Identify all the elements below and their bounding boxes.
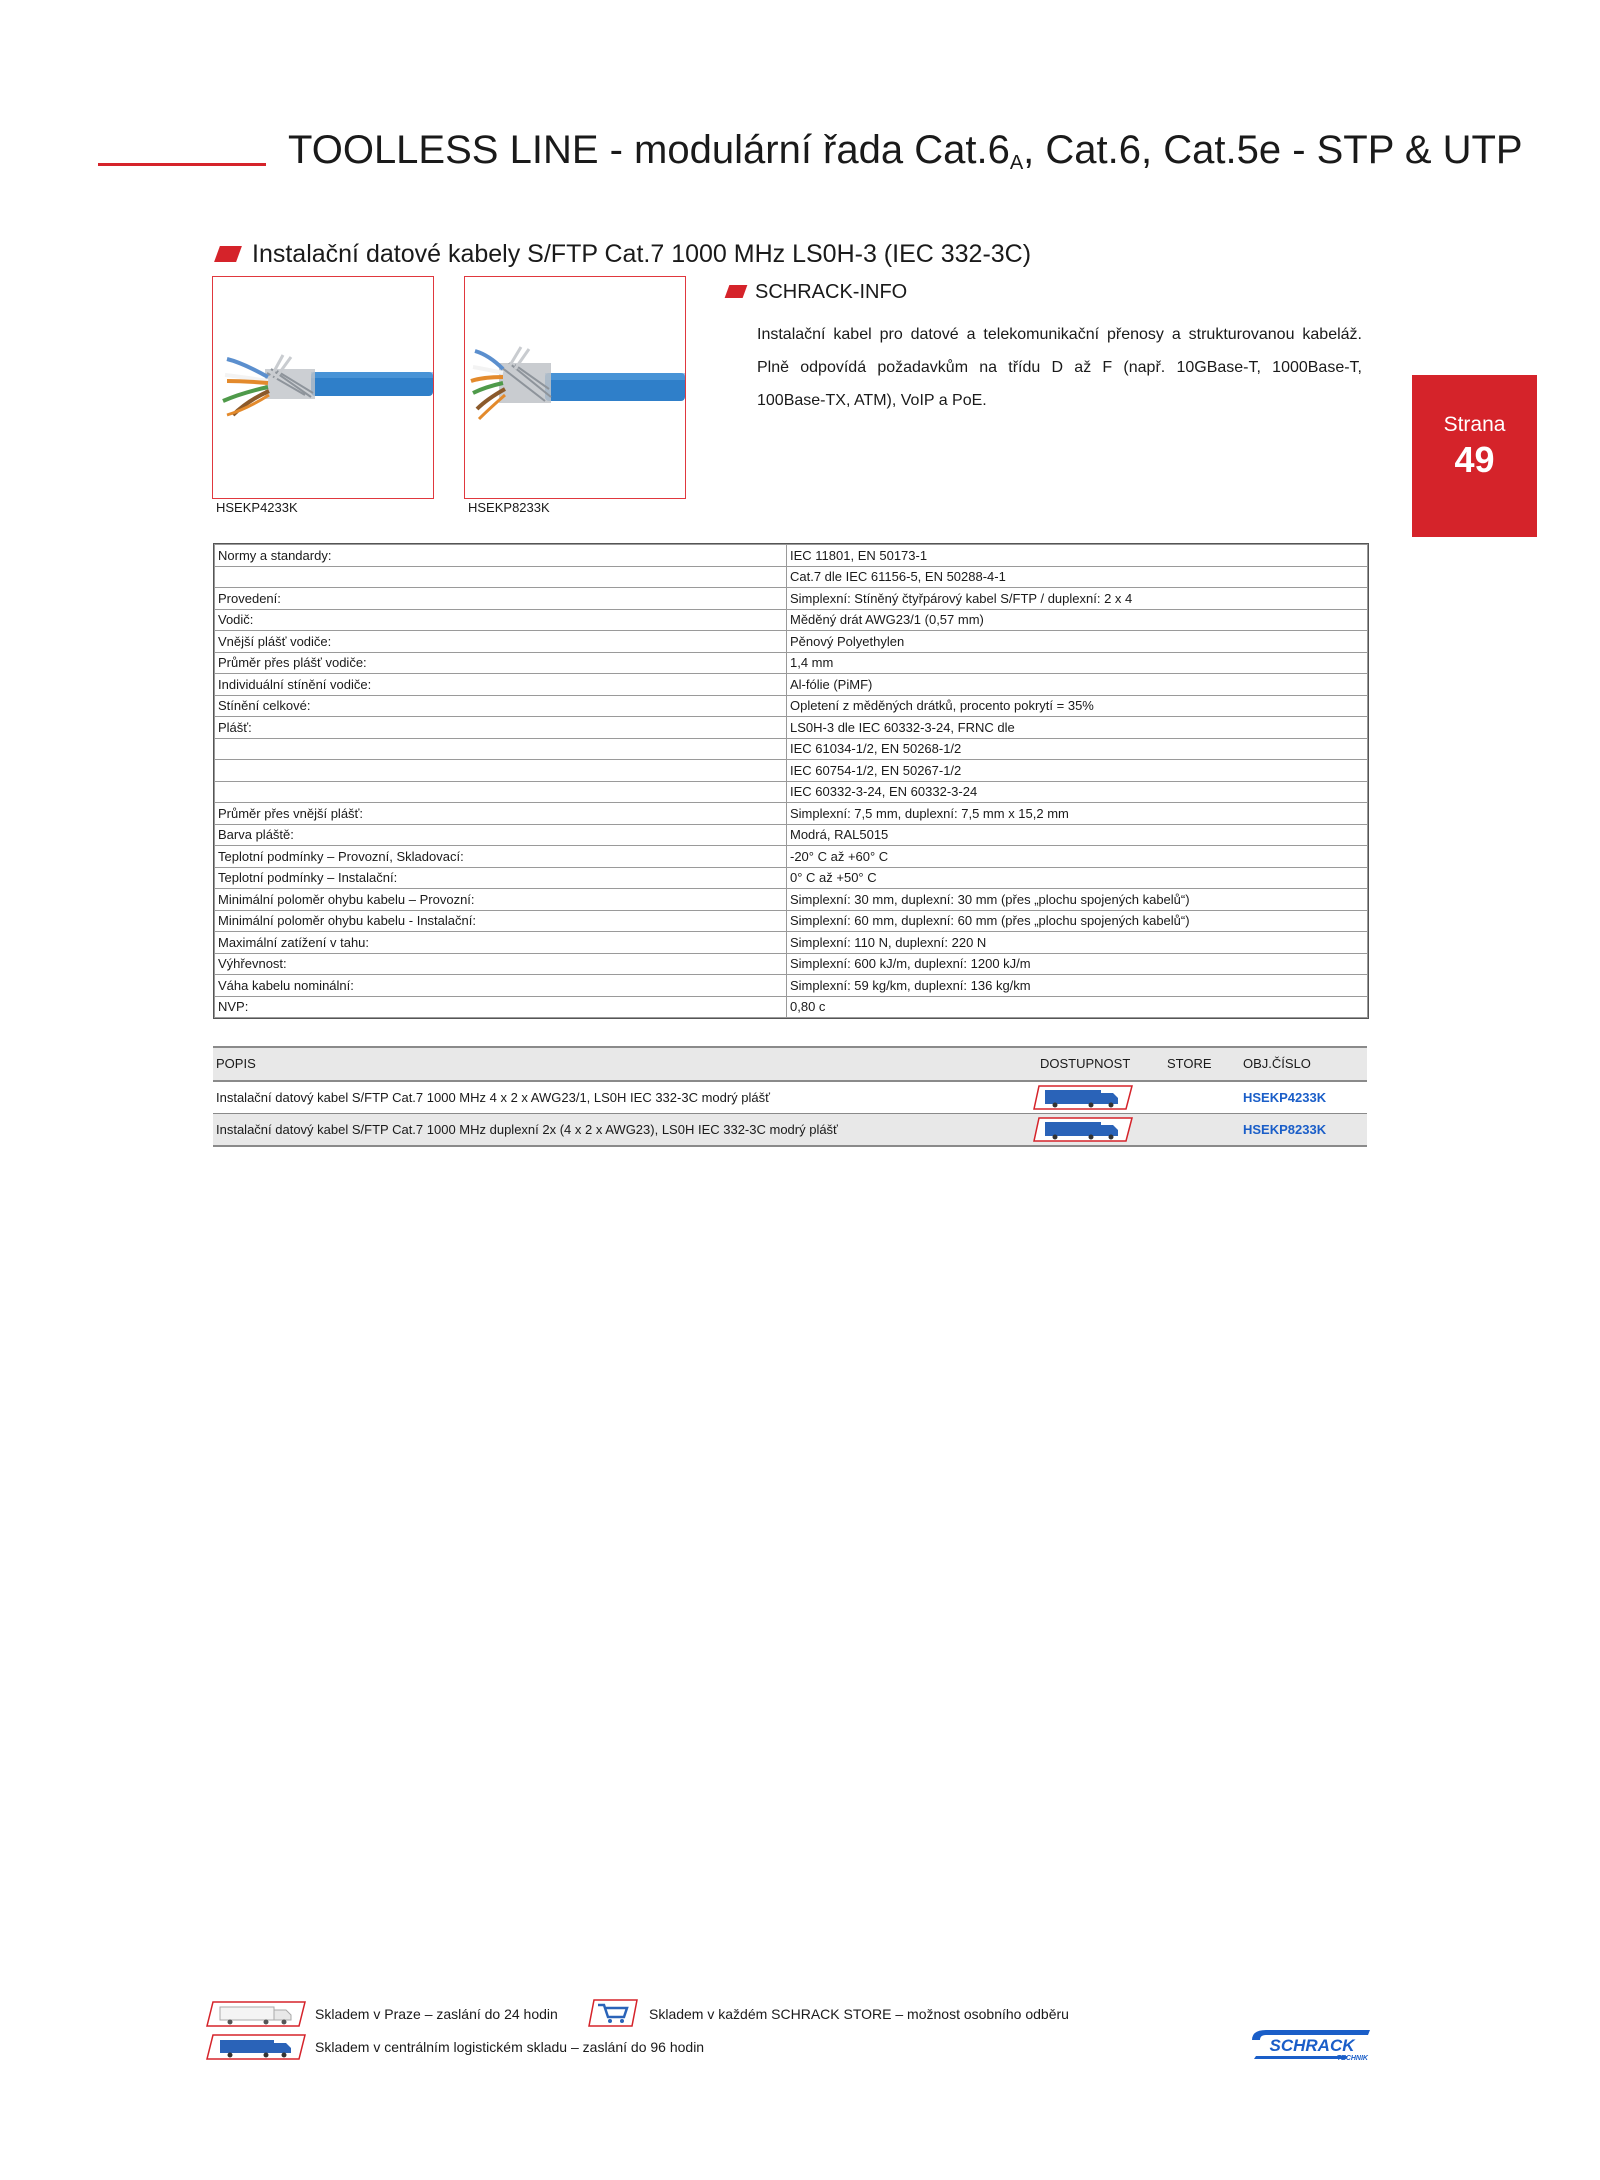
spec-row [215,781,1368,803]
spec-row [215,975,1368,997]
spec-row [215,803,1368,825]
product-table-header [213,1046,1367,1082]
spec-value: Simplexní: 30 mm, duplexní: 30 mm (přes „plochu spojených kabelů“) [787,889,1368,911]
spec-value: IEC 60754-1/2, EN 50267-1/2 [787,760,1368,782]
spec-row [215,566,1368,588]
spec-key: Normy a standardy: [215,545,787,567]
spec-row [215,910,1368,932]
page-number-tab [1412,375,1537,537]
truck-blue-icon [206,2034,306,2060]
product-description: Instalační datový kabel S/FTP Cat.7 1000 MHz duplexní 2x (4 x 2 x AWG23), LS0H IEC 332-3C modrý plášť [216,1122,838,1137]
schrack-logo [1248,2026,1376,2062]
section-title: Instalační datové kabely S/FTP Cat.7 1000 MHz LS0H-3 (IEC 332-3C) [252,240,1032,268]
col-store: STORE [1167,1056,1212,1071]
header-rule [98,163,266,166]
legend-central: Skladem v centrálním logistickém skladu – zaslání do 96 hodin [315,2039,705,2055]
spec-value: Pěnový Polyethylen [787,631,1368,653]
product-description: Instalační datový kabel S/FTP Cat.7 1000 MHz 4 x 2 x AWG23/1, LS0H IEC 332-3C modrý plášť [216,1090,771,1105]
truck-availability-icon [1033,1117,1133,1142]
info-marker-icon [725,285,748,298]
page-title: TOOLLESS LINE - modulární řada $Cat.6_A$, Cat.6, Cat.5e - STP & UTP [288,128,1523,174]
product-table [213,1046,1367,1147]
spec-row [215,846,1368,868]
spec-key: Minimální poloměr ohybu kabelu – Provozní: [215,889,787,911]
spec-value: IEC 60332-3-24, EN 60332-3-24 [787,781,1368,803]
spec-value: -20° C až +60° C [787,846,1368,868]
spec-row [215,717,1368,739]
spec-value: Simplexní: 600 kJ/m, duplexní: 1200 kJ/m [787,953,1368,975]
store-cart-icon [588,1999,638,2027]
spec-row [215,932,1368,954]
spec-row [215,652,1368,674]
product-image-hsekp8233k [464,276,686,499]
svg-text:TECHNIK: TECHNIK [1336,2055,1368,2062]
svg-text:SCHRACK: SCHRACK [1269,2036,1355,2055]
spec-key [215,738,787,760]
spec-value: IEC 61034-1/2, EN 50268-1/2 [787,738,1368,760]
spec-key [215,781,787,803]
spec-row [215,545,1368,567]
spec-key: Výhřevnost: [215,953,787,975]
info-title: SCHRACK-INFO [755,281,908,303]
spec-table [213,543,1369,1019]
spec-value: 1,4 mm [787,652,1368,674]
spec-key: Vnější plášť vodiče: [215,631,787,653]
truck-availability-icon [1033,1085,1133,1110]
spec-row [215,867,1368,889]
spec-key [215,566,787,588]
spec-value: Opletení z měděných drátků, procento pokrytí = 35% [787,695,1368,717]
table-row[interactable] [213,1082,1367,1114]
image-caption: HSEKP8233K [468,500,550,515]
spec-key [215,760,787,782]
spec-key: Minimální poloměr ohybu kabelu - Instalační: [215,910,787,932]
spec-value: Cat.7 dle IEC 61156-5, EN 50288-4-1 [787,566,1368,588]
spec-row [215,824,1368,846]
truck-white-icon [206,2001,306,2027]
spec-row [215,889,1368,911]
cable-illustration [213,277,433,498]
spec-key: Individuální stínění vodiče: [215,674,787,696]
spec-row [215,674,1368,696]
spec-row [215,631,1368,653]
spec-row [215,695,1368,717]
spec-row [215,588,1368,610]
spec-row [215,996,1368,1018]
page-number: 49 [1454,439,1495,480]
product-image-hsekp4233k [212,276,434,499]
spec-key: Stínění celkové: [215,695,787,717]
schrack-logo-icon [1248,2026,1376,2062]
page-label: Strana [1443,413,1506,436]
spec-value: LS0H-3 dle IEC 60332-3-24, FRNC dle [787,717,1368,739]
spec-value: 0,80 c [787,996,1368,1018]
spec-key: Maximální zatížení v tahu: [215,932,787,954]
order-code[interactable]: HSEKP4233K [1243,1090,1327,1105]
spec-key: Váha kabelu nominální: [215,975,787,997]
spec-table-body [214,544,1368,1018]
spec-key: Provedení: [215,588,787,610]
spec-key: Plášť: [215,717,787,739]
spec-value: Simplexní: 59 kg/km, duplexní: 136 kg/km [787,975,1368,997]
table-row[interactable] [213,1114,1367,1147]
col-popis: POPIS [216,1056,256,1071]
spec-value: Simplexní: 60 mm, duplexní: 60 mm (přes „plochu spojených kabelů“) [787,910,1368,932]
spec-key: Vodič: [215,609,787,631]
section-marker-icon [214,246,242,262]
spec-key: Teplotní podmínky – Instalační: [215,867,787,889]
spec-value: Simplexní: Stíněný čtyřpárový kabel S/FTP / duplexní: 2 x 4 [787,588,1368,610]
spec-value: Simplexní: 110 N, duplexní: 220 N [787,932,1368,954]
spec-row [215,609,1368,631]
spec-value: Modrá, RAL5015 [787,824,1368,846]
spec-value: Simplexní: 7,5 mm, duplexní: 7,5 mm x 15,2 mm [787,803,1368,825]
spec-key: Průměr přes plášť vodiče: [215,652,787,674]
info-text: Instalační kabel pro datové a telekomunikační přenosy a strukturovanou kabeláž. Plně odpovídá požadavkům na třídu D až F (např. 10GBase-T, 1000Base-T, 100Base-TX, ATM), VoIP a PoE. [757,326,1362,409]
col-dostupnost: DOSTUPNOST [1040,1056,1131,1071]
spec-key: Teplotní podmínky – Provozní, Skladovací: [215,846,787,868]
legend-prague: Skladem v Praze – zaslání do 24 hodin [315,2006,558,2022]
spec-key: Průměr přes vnější plášť: [215,803,787,825]
col-obj-cislo: OBJ.ČÍSLO [1243,1056,1311,1071]
cable-illustration [465,277,685,498]
spec-key: NVP: [215,996,787,1018]
spec-key: Barva pláště: [215,824,787,846]
spec-value: Al-fólie (PiMF) [787,674,1368,696]
order-code[interactable]: HSEKP8233K [1243,1122,1327,1137]
spec-value: IEC 11801, EN 50173-1 [787,545,1368,567]
spec-row [215,953,1368,975]
spec-value: 0° C až +50° C [787,867,1368,889]
spec-row [215,760,1368,782]
spec-row [215,738,1368,760]
legend-store: Skladem v každém SCHRACK STORE – možnost osobního odběru [649,2006,1069,2022]
spec-value: Měděný drát AWG23/1 (0,57 mm) [787,609,1368,631]
image-caption: HSEKP4233K [216,500,298,515]
